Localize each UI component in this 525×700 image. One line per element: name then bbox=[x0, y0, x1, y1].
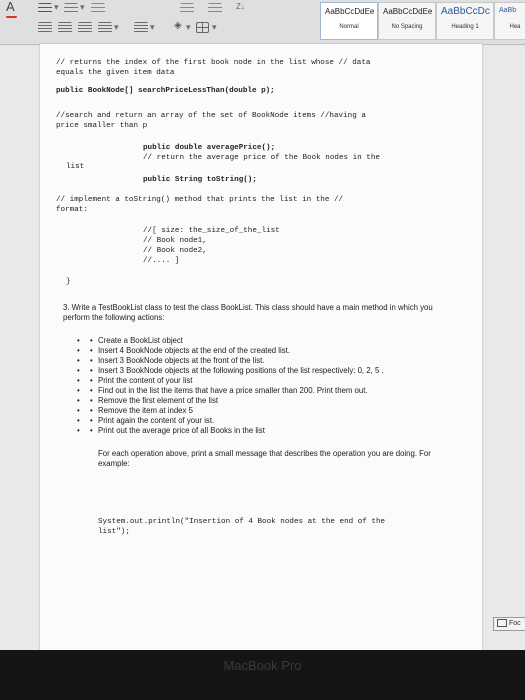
numbered-list-icon[interactable] bbox=[64, 3, 78, 14]
style-normal[interactable] bbox=[320, 2, 378, 40]
style-name: Heading 1 bbox=[451, 24, 479, 30]
chevron-down-icon[interactable]: ▾ bbox=[150, 22, 155, 32]
shading-icon[interactable]: ◈ bbox=[174, 20, 182, 31]
code-comment: // return the average price of the Book nodes in the bbox=[143, 154, 380, 162]
style-heading-1[interactable] bbox=[436, 2, 494, 40]
focus-label: Foc bbox=[509, 620, 521, 627]
style-heading-2[interactable] bbox=[494, 2, 525, 40]
code-comment: //search and return an array of the set of BookNode items //having a price smaller than p bbox=[56, 112, 366, 130]
focus-icon bbox=[497, 619, 507, 627]
align-left-icon[interactable] bbox=[38, 22, 52, 33]
chevron-down-icon[interactable]: ▾ bbox=[80, 2, 85, 12]
question-3: 3. Write a TestBookList class to test the class BookList. This class should have a main method in which you perform the following actions: bbox=[63, 303, 433, 322]
code-line: public BookNode[] searchPriceLessThan(double p); bbox=[56, 87, 275, 95]
code-text: list bbox=[66, 163, 85, 171]
align-center-icon[interactable] bbox=[58, 22, 72, 33]
focus-button[interactable] bbox=[493, 617, 525, 631]
increase-indent-icon[interactable] bbox=[208, 3, 222, 14]
line-spacing-icon[interactable] bbox=[134, 22, 148, 33]
device-brand-label: MacBook Pro bbox=[223, 658, 302, 673]
justify-icon[interactable] bbox=[98, 22, 112, 33]
code-text: } bbox=[66, 278, 71, 286]
document-page[interactable]: // returns the index of the first book node in the list whose // data equals the given item data public BookNode[] searchPriceLessThan(double p); //search and return an array of the set of BookNode items //having a price smaller than p public double averagePrice(); // return the average price of the Book nodes in the list public String toString(); // implement a toString() method that prints the list in the // format: //[ size: the_size_of_the_list // Book node1, // Book node2, //.... ] } 3. Write a TestBookList class to test the class BookList. This class should have a main method in which you perform the following actions: • • Create a BookList object • • Insert 4 BookNode objects at the end of the created list. • • Insert 3 BookNode objects at the front of the list. • • Insert 3 BookNode objects at the following positions of the list respectively: 0, 2, 5 . • • Print the content of your list • • Find out in the list the items that have a price smaller than 200. Print them out. • • Remove the first element of the list • • Remove the item at index 5 • • Print again the content of your ist. • • Print out the average price of all Books in the list For each operation above, print a small message that describes the operation you are doing. For example: System.out.println("Insertion of 4 Book nodes at the end of the list"); bbox=[40, 44, 482, 650]
code-line: public String toString(); bbox=[143, 176, 257, 184]
instruction-note: For each operation above, print a small message that describes the operation you are doing. For example: bbox=[98, 449, 431, 468]
style-name: Hea bbox=[509, 24, 521, 30]
font-color-button[interactable]: A bbox=[6, 0, 15, 14]
code-line: public double averagePrice(); bbox=[143, 144, 276, 152]
sort-icon[interactable]: Z↓ bbox=[236, 2, 245, 11]
style-name: No Spacing bbox=[391, 24, 423, 30]
chevron-down-icon[interactable]: ▾ bbox=[114, 22, 119, 32]
code-comment: // implement a toString() method that prints the list in the // format: bbox=[56, 196, 344, 214]
font-color-swatch bbox=[6, 16, 17, 18]
style-name: Normal bbox=[339, 24, 359, 30]
code-comment: // returns the index of the first book node in the list whose // data equals the given item data bbox=[56, 59, 371, 77]
ribbon-toolbar bbox=[0, 0, 525, 45]
style-sample: AaBbCcDdEe bbox=[325, 7, 375, 16]
style-sample: AaBb bbox=[499, 7, 517, 14]
chevron-down-icon[interactable]: ▾ bbox=[186, 22, 191, 32]
code-example: System.out.println("Insertion of 4 Book nodes at the end of the list"); bbox=[98, 518, 386, 536]
bullets-list-icon[interactable] bbox=[38, 3, 52, 14]
code-comment: //[ size: the_size_of_the_list // Book node1, // Book node2, //.... ] bbox=[143, 227, 280, 265]
style-no-spacing[interactable] bbox=[378, 2, 436, 40]
decrease-indent-icon[interactable] bbox=[180, 3, 194, 14]
style-sample: AaBbCcDc bbox=[441, 6, 490, 17]
chevron-down-icon[interactable]: ▾ bbox=[212, 22, 217, 32]
chevron-down-icon[interactable]: ▾ bbox=[54, 2, 59, 12]
multilevel-list-icon[interactable] bbox=[91, 3, 105, 14]
style-sample: AaBbCcDdEe bbox=[383, 7, 433, 16]
borders-icon[interactable] bbox=[196, 22, 209, 33]
align-right-icon[interactable] bbox=[78, 22, 92, 33]
